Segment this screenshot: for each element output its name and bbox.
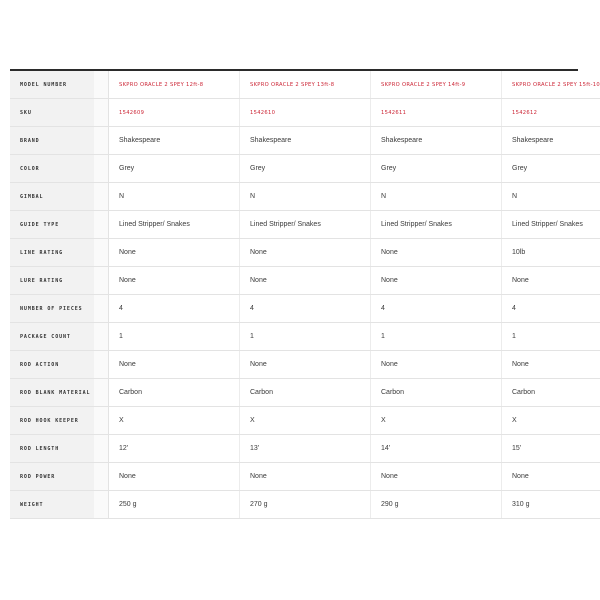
cell-value: 1542611: [371, 99, 502, 127]
label-gap: [94, 323, 109, 351]
table-row: [10, 407, 600, 435]
cell-value: Shakespeare: [240, 127, 371, 155]
cell-value: None: [109, 239, 240, 267]
cell-value: 1: [371, 323, 502, 351]
label-gap: [94, 267, 109, 295]
row-label: NUMBER OF PIECES: [10, 295, 94, 323]
row-label: SKU: [10, 99, 94, 127]
table-row: [10, 295, 600, 323]
cell-value: None: [240, 267, 371, 295]
model-number-link[interactable]: SKPRO ORACLE 2 SPEY 13ft-8: [240, 71, 371, 99]
row-label: GUIDE TYPE: [10, 211, 94, 239]
table-row: [10, 127, 600, 155]
table-row: [10, 71, 600, 99]
cell-value: Lined Stripper/ Snakes: [371, 211, 502, 239]
table-row: [10, 239, 600, 267]
cell-value: None: [371, 267, 502, 295]
cell-value: X: [371, 407, 502, 435]
cell-value: 4: [502, 295, 600, 323]
cell-value: None: [371, 463, 502, 491]
cell-value: N: [109, 183, 240, 211]
row-label: ROD POWER: [10, 463, 94, 491]
cell-value: 310 g: [502, 491, 600, 519]
table-row: [10, 491, 600, 519]
row-label: WEIGHT: [10, 491, 94, 519]
cell-value: None: [502, 267, 600, 295]
cell-value: X: [240, 407, 371, 435]
specifications-table: [10, 71, 600, 519]
label-gap: [94, 155, 109, 183]
cell-value: 15': [502, 435, 600, 463]
table-row: [10, 211, 600, 239]
row-label: ROD LENGTH: [10, 435, 94, 463]
row-label: BRAND: [10, 127, 94, 155]
cell-value: None: [109, 267, 240, 295]
label-gap: [94, 71, 109, 99]
cell-value: X: [502, 407, 600, 435]
cell-value: 4: [109, 295, 240, 323]
cell-value: 1: [502, 323, 600, 351]
cell-value: None: [502, 351, 600, 379]
row-label: GIMBAL: [10, 183, 94, 211]
model-number-link[interactable]: SKPRO ORACLE 2 SPEY 12ft-8: [109, 71, 240, 99]
model-number-link[interactable]: SKPRO ORACLE 2 SPEY 15ft-10: [502, 71, 600, 99]
label-gap: [94, 463, 109, 491]
cell-value: None: [240, 239, 371, 267]
label-gap: [94, 351, 109, 379]
label-gap: [94, 435, 109, 463]
row-label: LURE RATING: [10, 267, 94, 295]
table-row: [10, 463, 600, 491]
model-number-link[interactable]: SKPRO ORACLE 2 SPEY 14ft-9: [371, 71, 502, 99]
cell-value: 14': [371, 435, 502, 463]
cell-value: 1: [109, 323, 240, 351]
label-gap: [94, 99, 109, 127]
cell-value: Shakespeare: [502, 127, 600, 155]
row-label: LINE RATING: [10, 239, 94, 267]
label-gap: [94, 127, 109, 155]
cell-value: N: [502, 183, 600, 211]
cell-value: None: [371, 239, 502, 267]
cell-value: None: [109, 463, 240, 491]
label-gap: [94, 379, 109, 407]
table-row: [10, 267, 600, 295]
cell-value: Carbon: [240, 379, 371, 407]
cell-value: Grey: [502, 155, 600, 183]
row-label: ROD HOOK KEEPER: [10, 407, 94, 435]
label-gap: [94, 183, 109, 211]
cell-value: 10lb: [502, 239, 600, 267]
cell-value: N: [371, 183, 502, 211]
cell-value: 1542612: [502, 99, 600, 127]
cell-value: 1542610: [240, 99, 371, 127]
table-row: [10, 99, 600, 127]
cell-value: Carbon: [109, 379, 240, 407]
cell-value: 13': [240, 435, 371, 463]
label-gap: [94, 211, 109, 239]
label-gap: [94, 491, 109, 519]
cell-value: Grey: [371, 155, 502, 183]
cell-value: Shakespeare: [371, 127, 502, 155]
cell-value: Lined Stripper/ Snakes: [109, 211, 240, 239]
row-label: ROD BLANK MATERIAL: [10, 379, 94, 407]
cell-value: Lined Stripper/ Snakes: [240, 211, 371, 239]
cell-value: None: [371, 351, 502, 379]
cell-value: 12': [109, 435, 240, 463]
table-row: [10, 435, 600, 463]
cell-value: 1542609: [109, 99, 240, 127]
row-label: PACKAGE COUNT: [10, 323, 94, 351]
cell-value: Grey: [240, 155, 371, 183]
label-gap: [94, 407, 109, 435]
table-row: [10, 155, 600, 183]
cell-value: None: [240, 351, 371, 379]
cell-value: None: [240, 463, 371, 491]
table-row: [10, 379, 600, 407]
row-label: ROD ACTION: [10, 351, 94, 379]
table-row: [10, 323, 600, 351]
cell-value: Grey: [109, 155, 240, 183]
cell-value: 250 g: [109, 491, 240, 519]
label-gap: [94, 239, 109, 267]
table-row: [10, 183, 600, 211]
cell-value: None: [109, 351, 240, 379]
cell-value: N: [240, 183, 371, 211]
cell-value: X: [109, 407, 240, 435]
row-label: COLOR: [10, 155, 94, 183]
cell-value: 290 g: [371, 491, 502, 519]
row-label: MODEL NUMBER: [10, 71, 94, 99]
cell-value: Shakespeare: [109, 127, 240, 155]
cell-value: 270 g: [240, 491, 371, 519]
specifications-table-body: [10, 71, 600, 519]
label-gap: [94, 295, 109, 323]
cell-value: None: [502, 463, 600, 491]
cell-value: Lined Stripper/ Snakes: [502, 211, 600, 239]
cell-value: Carbon: [371, 379, 502, 407]
cell-value: 4: [240, 295, 371, 323]
cell-value: 4: [371, 295, 502, 323]
table-row: [10, 351, 600, 379]
cell-value: Carbon: [502, 379, 600, 407]
cell-value: 1: [240, 323, 371, 351]
